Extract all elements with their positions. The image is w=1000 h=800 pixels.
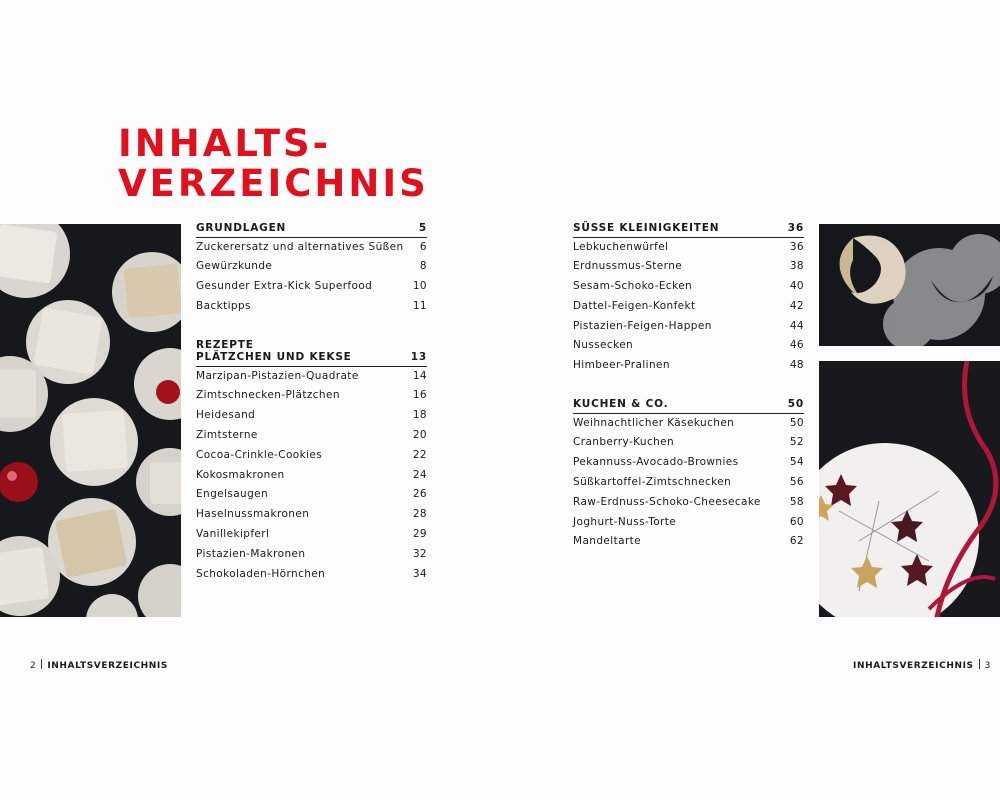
entry-label: Joghurt-Nuss-Torte <box>573 515 677 528</box>
entry-page: 46 <box>789 339 804 352</box>
photo-cookie-squares <box>0 224 181 617</box>
toc-entry[interactable] <box>573 532 804 552</box>
toc-entry[interactable] <box>573 453 804 473</box>
page-number: 2 <box>30 661 37 671</box>
entry-label: Heidesand <box>196 409 256 422</box>
section-page: 50 <box>787 398 804 411</box>
entry-label: Engelsaugen <box>196 488 269 501</box>
entry-label: Pistazien-Makronen <box>196 547 306 560</box>
entry-label: Erdnussmus-Sterne <box>573 260 683 273</box>
entry-label: Schokoladen-Hörnchen <box>196 567 326 580</box>
entry-page: 11 <box>412 299 427 312</box>
entry-page: 8 <box>419 260 427 273</box>
toc-entry[interactable] <box>196 505 427 525</box>
toc-entry[interactable] <box>196 367 427 387</box>
running-head: INHALTSVERZEICHNIS <box>47 661 168 671</box>
section-title: GRUNDLAGEN <box>196 222 287 234</box>
footer-right <box>853 659 991 671</box>
entry-page: 6 <box>419 240 427 253</box>
running-head: INHALTSVERZEICHNIS <box>853 661 974 671</box>
entry-label: Gewürzkunde <box>196 260 273 273</box>
entry-page: 44 <box>789 319 804 332</box>
toc-entry[interactable] <box>196 238 427 258</box>
entry-page: 14 <box>412 369 427 382</box>
toc-entry[interactable] <box>573 414 804 434</box>
toc-section-heading[interactable] <box>573 398 804 414</box>
entry-page: 24 <box>412 468 427 481</box>
entry-label: Zimtschnecken-Plätzchen <box>196 389 340 402</box>
toc-entry[interactable] <box>573 336 804 356</box>
entry-label: Vanillekipferl <box>196 528 270 541</box>
entry-page: 36 <box>789 240 804 253</box>
toc-entry[interactable] <box>573 356 804 376</box>
entry-label: Cranberry-Kuchen <box>573 436 675 449</box>
page-title <box>118 124 429 204</box>
entry-page: 52 <box>789 436 804 449</box>
toc-entry[interactable] <box>196 297 427 317</box>
page-number: 3 <box>984 661 991 671</box>
entry-label: Cocoa-Crinkle-Cookies <box>196 448 323 461</box>
toc-entry[interactable] <box>573 238 804 258</box>
toc-entry[interactable] <box>196 525 427 545</box>
toc-section-heading[interactable] <box>573 222 804 238</box>
entry-label: Lebkuchenwürfel <box>573 240 669 253</box>
entry-label: Süßkartoffel-Zimtschnecken <box>573 475 732 488</box>
cookie-cup <box>48 498 136 586</box>
entry-label: Pekannuss-Avocado-Brownies <box>573 456 739 469</box>
entry-label: Sesam-Schoko-Ecken <box>573 280 693 293</box>
entry-label: Gesunder Extra-Kick Superfood <box>196 280 373 293</box>
section-title: REZEPTE PLÄTZCHEN UND KEKSE <box>196 338 352 364</box>
entry-label: Nussecken <box>573 339 634 352</box>
entry-page: 34 <box>412 567 427 580</box>
toc-section-suesse-kleinigkeiten <box>573 222 804 376</box>
entry-page: 54 <box>789 456 804 469</box>
entry-page: 50 <box>789 416 804 429</box>
toc-section-heading[interactable] <box>196 339 427 367</box>
toc-section-kuchen <box>573 398 804 552</box>
entry-page: 62 <box>789 535 804 548</box>
entry-page: 20 <box>412 429 427 442</box>
entry-label: Backtipps <box>196 299 251 312</box>
entry-page: 48 <box>789 359 804 372</box>
entry-page: 29 <box>412 528 427 541</box>
entry-page: 58 <box>789 495 804 508</box>
toc-entry[interactable] <box>573 473 804 493</box>
section-page: 13 <box>410 351 427 364</box>
entry-page: 16 <box>412 389 427 402</box>
toc-entry[interactable] <box>196 426 427 446</box>
entry-label: Weihnachtlicher Käsekuchen <box>573 416 735 429</box>
title-line-1: INHALTS- <box>118 122 332 165</box>
footer-divider <box>979 659 980 669</box>
toc-section-rezepte <box>196 339 427 585</box>
entry-label: Haselnussmakronen <box>196 508 310 521</box>
photo-vanillekipferl <box>819 224 1000 346</box>
toc-section-grundlagen <box>196 222 427 317</box>
toc-entry[interactable] <box>196 485 427 505</box>
entry-label: Zimtsterne <box>196 429 258 442</box>
toc-entry[interactable] <box>196 406 427 426</box>
toc-entry[interactable] <box>196 545 427 565</box>
photo-chocolate-stars <box>819 361 1000 617</box>
entry-label: Kokosmakronen <box>196 468 285 481</box>
toc-entry[interactable] <box>196 446 427 466</box>
toc-entry[interactable] <box>196 386 427 406</box>
toc-entry[interactable] <box>196 565 427 585</box>
entry-label: Pistazien-Feigen-Happen <box>573 319 712 332</box>
toc-right-column <box>573 222 804 574</box>
entry-label: Mandeltarte <box>573 535 642 548</box>
toc-entry[interactable] <box>573 277 804 297</box>
section-page: 5 <box>418 222 427 234</box>
entry-page: 38 <box>789 260 804 273</box>
entry-page: 40 <box>789 280 804 293</box>
toc-entry[interactable] <box>196 466 427 486</box>
entry-label: Dattel-Feigen-Konfekt <box>573 299 696 312</box>
cookie-cup <box>50 398 138 486</box>
footer-left <box>30 659 168 671</box>
toc-entry[interactable] <box>196 257 427 277</box>
entry-page: 42 <box>789 299 804 312</box>
toc-entry[interactable] <box>196 277 427 297</box>
section-title: SÜSSE KLEINIGKEITEN <box>573 222 720 234</box>
toc-section-heading[interactable] <box>196 222 427 238</box>
entry-page: 56 <box>789 475 804 488</box>
entry-page: 28 <box>412 508 427 521</box>
entry-page: 22 <box>412 448 427 461</box>
toc-entry[interactable] <box>573 513 804 533</box>
section-title: KUCHEN & CO. <box>573 398 669 411</box>
section-page: 36 <box>787 222 804 234</box>
entry-label: Marzipan-Pistazien-Quadrate <box>196 369 359 382</box>
toc-entry[interactable] <box>573 297 804 317</box>
entry-page: 10 <box>412 280 427 293</box>
toc-entry[interactable] <box>573 493 804 513</box>
entry-label: Zuckerersatz und alternatives Süßen <box>196 240 404 253</box>
entry-page: 18 <box>412 409 427 422</box>
entry-label: Raw-Erdnuss-Schoko-Cheesecake <box>573 495 761 508</box>
toc-entry[interactable] <box>573 317 804 337</box>
toc-entry[interactable] <box>573 257 804 277</box>
title-line-2: VERZEICHNIS <box>118 162 429 205</box>
toc-left-column <box>196 222 427 606</box>
entry-page: 26 <box>412 488 427 501</box>
entry-page: 60 <box>789 515 804 528</box>
entry-page: 32 <box>412 547 427 560</box>
toc-entry[interactable] <box>573 433 804 453</box>
footer-divider <box>41 659 42 669</box>
entry-label: Himbeer-Pralinen <box>573 359 670 372</box>
